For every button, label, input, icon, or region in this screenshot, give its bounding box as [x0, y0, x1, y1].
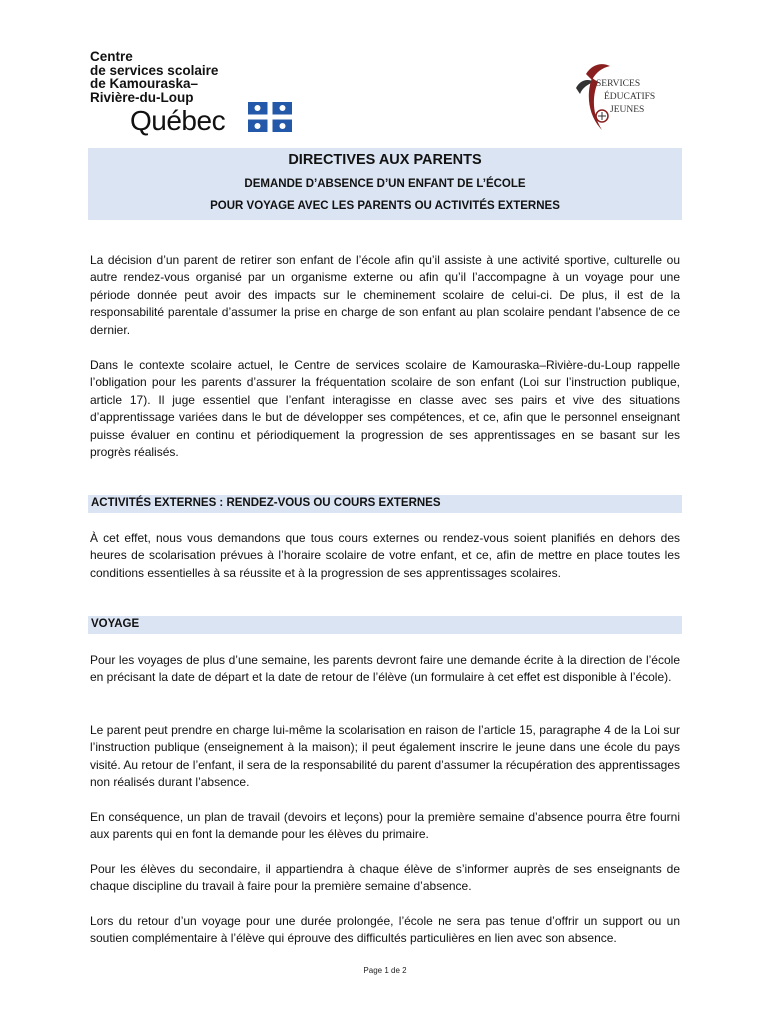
logo-line: ÉDUCATIFS	[604, 92, 656, 102]
logo-line: JEUNES	[610, 105, 645, 115]
cssklrdl-logo	[90, 50, 300, 140]
body-paragraph: Lors du retour d’un voyage pour une durée prolongée, l’école ne sera pas tenue d’offrir un support ou un soutien complémentaire à l’élève qui éprouve des difficultés particulières en lien avec son absence.	[90, 914, 680, 946]
logo-line: SERVICES	[596, 79, 641, 89]
body-paragraph: Le parent peut prendre en charge lui-même la scolarisation en raison de l’article 15, paragraphe 4 de la Loi sur l’instruction publique (enseignement à la maison); il peut également inscrire le jeune dans une école du pays visité. Au retour de l’enfant, il sera de la responsabilité du parent d’assumer la récupération des apprentissages non réalisés durant l’absence.	[90, 723, 680, 790]
intro-paragraph: Dans le contexte scolaire actuel, le Centre de services scolaire de Kamouraska–Rivière-du-Loup rappelle l’obligation pour les parents d’assurer la fréquentation scolaire de son enfant (Loi sur l’instruction publique, article 17). Il juge essentiel que l’enfant interagisse en classe avec ses pairs et vive des situations d’apprentissage variées dans le but de développer ses compétences, et ce, afin que le personnel enseignant puisse évaluer en continu et périodiquement la progression de ses apprentissages en se basant sur les progrès réalisés.	[90, 358, 680, 460]
body-paragraph: Pour les élèves du secondaire, il appartiendra à chaque élève de s’informer auprès de ses enseignants de chaque discipline du travail à faire pour la première semaine d’absence.	[90, 862, 680, 894]
section-heading: VOYAGE	[91, 618, 140, 630]
org-line: de services scolaire	[90, 62, 219, 78]
body-paragraph: Pour les voyages de plus d’une semaine, les parents devront faire une demande écrite à la direction de l’école en précisant la date de départ et la date de retour de l’élève (un formulaire à cet effet est disponible à l’école).	[90, 653, 680, 685]
intro-paragraph: La décision d’un parent de retirer son enfant de l’école afin qu’il assiste à une activité sportive, culturelle ou autre rendez-vous organisé par un organisme externe ou afin qu’il l’accompagne à un voyage pour une période donnée peut avoir des impacts sur le cheminement scolaire de celui-ci. De plus, il est de la responsabilité parentale d’assumer la prise en charge de son enfant au plan scolaire pendant l’absence de ce dernier.	[90, 253, 680, 337]
org-name	[90, 50, 300, 104]
title-band	[88, 148, 682, 220]
services-educatifs-text	[596, 78, 655, 117]
document-title: DIRECTIVES AUX PARENTS	[288, 152, 482, 168]
quebec-flag-icon	[248, 102, 292, 132]
quebec-wordmark: Québec	[130, 105, 226, 136]
org-line: Centre	[90, 49, 133, 64]
section-heading: ACTIVITÉS EXTERNES : RENDEZ-VOUS OU COURS EXTERNES	[91, 497, 441, 509]
document-subtitle: DEMANDE D’ABSENCE D’UN ENFANT DE L’ÉCOLE	[244, 178, 526, 190]
services-educatifs-logo	[572, 58, 672, 138]
org-line: Rivière-du-Loup	[90, 89, 194, 105]
org-line: de Kamouraska–	[90, 76, 199, 91]
document-subtitle: POUR VOYAGE AVEC LES PARENTS OU ACTIVITÉS EXTERNES	[210, 200, 560, 212]
section-heading-band	[88, 495, 682, 513]
section-heading-band	[88, 616, 682, 634]
page-number: Page 1 de 2	[363, 966, 407, 975]
body-paragraph: À cet effet, nous vous demandons que tous cours externes ou rendez-vous soient planifiés en dehors des heures de scolarisation prévues à l’horaire scolaire de votre enfant, et ce, afin de mettre en place toutes les conditions essentielles à sa réussite et à la progression de ses apprentissages scolaires.	[90, 531, 680, 580]
body-paragraph: En conséquence, un plan de travail (devoirs et leçons) pour la première semaine d’absence pourra être fourni aux parents qui en font la demande pour les élèves du primaire.	[90, 810, 680, 842]
